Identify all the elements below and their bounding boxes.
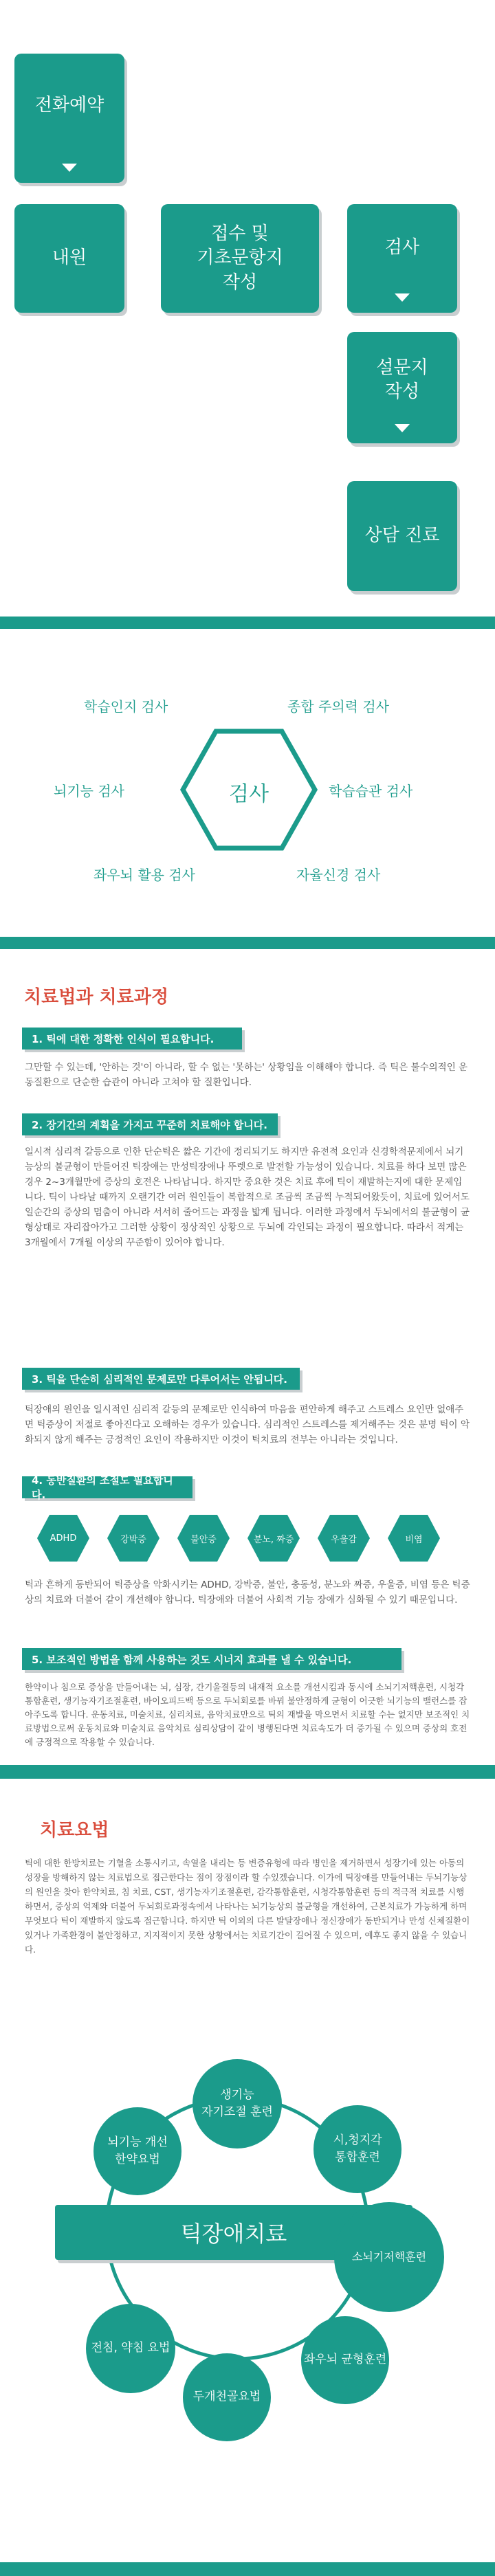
hex-anxiety-label: 불안증 xyxy=(190,1534,217,1545)
hex-anger xyxy=(246,1511,301,1566)
reservation-label: 전화예약 xyxy=(34,95,104,116)
method-acupuncture: 전침, 약침 요법 xyxy=(86,2304,175,2393)
divider-band xyxy=(0,937,495,949)
section5-header: 5. 보조적인 방법을 함께 사용하는 것도 시너지 효과를 낼 수 있습니다. xyxy=(22,1648,402,1670)
visit-label: 내원 xyxy=(52,247,87,269)
down-arrow-icon xyxy=(395,293,410,302)
survey-label: 설문지 작성 xyxy=(376,357,428,402)
exam-hex-center: 검사 xyxy=(229,782,269,806)
method-cerebellum: 소뇌기저핵훈련 xyxy=(334,2202,444,2312)
hex-ocd xyxy=(106,1511,161,1566)
hex-depression-label: 우울감 xyxy=(331,1534,357,1545)
hex-anxiety xyxy=(176,1511,231,1566)
section3-text: 틱장애의 원인을 일시적인 심리적 갈등의 문제로만 인식하여 마음을 편안하게 해주고 스트레스 요인만 없애주면 틱증상이 저절로 좋아진다고 오해하는 경우가 있습니다. 심리적인 스트레스를 제거해주는 것은 분명 틱이 악화되지 않게 해주는 긍정적인 요인이 작용하지만 이것이 틱치료의 전부는 아니라는 것입니다. xyxy=(25,1404,470,1445)
down-arrow-icon xyxy=(62,164,77,172)
section4-text: 틱과 흔하게 동반되어 틱증상을 악화시키는 ADHD, 강박증, 불안, 충동성, 분노와 짜증, 우울증, 비염 등은 틱증상의 치료와 더불어 같이 개선해야 합니다. 틱장애와 더불어 사회적 기능 장애가 심화될 수 있기 때문입니다. xyxy=(25,1579,470,1606)
hex-anger-label: 분노, 짜증 xyxy=(253,1534,294,1545)
section2-text: 일시적 심리적 갈등으로 인한 단순틱은 짧은 기간에 정리되기도 하지만 유전적 요인과 신경학적문제에서 뇌기능상의 불균형이 만들어진 틱장애는 만성틱장애나 뚜렛으로 발전할 가능성이 있습니다. 치료를 하다 보면 많은 경우 2~3개월만에 증상의 호전은 나타납니다. 하지만 중요한 것은 치료 후에 틱이 재발하는지에 대한 문제입니다. 틱이 나타날 때까지 오랜기간 여러 원인들이 복합적으로 조금씩 조금씩 누적되어왔듯이, 치료에 있어서도 일순간의 증상의 멈춤이 아니라 서서히 줄어드는 과정을 밟게 됩니다. 이러한 과정에서 두뇌에서의 불균형이 균형상태로 자리잡아가고 그러한 상황이 정상적인 상황으로 두뇌에 각인되는 과정이 필요합니다. 따라서 적게는 3개월에서 7개월 이상의 꾸준함이 있어야 합니다. xyxy=(25,1146,470,1248)
hex-rhinitis-label: 비염 xyxy=(405,1534,423,1545)
section2-header: 2. 장기간의 계획을 가지고 꾸준히 치료해야 합니다. xyxy=(22,1113,278,1135)
divider-band xyxy=(0,1765,495,1779)
hex-rhinitis xyxy=(386,1511,441,1566)
hex-adhd xyxy=(36,1511,91,1566)
method-audiovisual: 시,청지각 통합훈련 xyxy=(314,2105,402,2193)
hex-ocd-label: 강박증 xyxy=(120,1534,146,1545)
section4-header: 4. 동반질환의 조절도 필요합니다. xyxy=(22,1476,192,1498)
reception-step xyxy=(161,204,319,313)
method-biofeedback: 생기능 자기조절 훈련 xyxy=(192,2059,282,2148)
method-left-right-brain: 좌우뇌 균형훈련 xyxy=(301,2316,389,2404)
reception-label: 접수 및 기초문항지 작성 xyxy=(197,223,283,293)
hex-brain-function: 뇌기능 검사 xyxy=(54,783,124,799)
down-arrow-icon xyxy=(395,424,410,432)
visit-step xyxy=(14,204,124,313)
hex-adhd-label: ADHD xyxy=(50,1533,77,1544)
hex-left-right-brain: 좌우뇌 활용 검사 xyxy=(94,867,195,883)
method-craniosacral: 두개천골요법 xyxy=(183,2353,271,2441)
hex-learning-cognition: 학습인지 검사 xyxy=(84,698,168,715)
footer-band xyxy=(0,2562,495,2576)
tic-therapy-title: 치료요법 xyxy=(40,1820,109,1841)
hex-depression xyxy=(316,1511,371,1566)
hex-autonomic: 자율신경 검사 xyxy=(296,867,381,883)
section1-header: 1. 틱에 대한 정확한 인식이 필요합니다. xyxy=(22,1028,242,1050)
hex-learning-habit: 학습습관 검사 xyxy=(329,783,413,799)
tic-therapy-text: 틱에 대한 한방치료는 기혈을 소통시키고, 속열을 내리는 등 변증유형에 따라 병인을 제거하면서 성장기에 있는 아동의 성장을 방해하지 않는 치료법으로 접근한다는 점이 장점이라 할 수있겠습니다. 이가에 틱장애를 만들어내는 두뇌기능상의 원인을 찾아 한약치료, 침 치료, CST, 생기능자기조절훈련, 감각통합훈련, 시청각통합훈련 등의 적극적 치료를 시행하면서, 증상의 억제와 더불어 두뇌회로과정속에서 나타나는 뇌기능상의 불균형을 개선하여, 근본치료가 가능하게 하며 무엇보다 틱이 재발하지 않도록 접근합니다. 하지만 틱 이외의 다른 발달장애나 정신장애가 동반되거나 만성 신체질환이 있거나 가족환경이 불안정하고, 지지적이지 못한 상황에서는 치료기간이 길어질 수 있으며, 예후도 좋지 않을 수 있습니다. xyxy=(25,1858,470,1955)
exam-step xyxy=(347,204,457,313)
section5-text: 한약이나 침으로 증상을 만들어내는 뇌, 심장, 간기울결등의 내재적 요소를 개선시킴과 동시에 소뇌기저핵훈련, 시청각통합훈련, 생기능자기조절훈련, 바이오피드백 등으로 두뇌회로를 바꿔 불안정하게 균형이 어긋한 뇌기능의 밸런스를 잡아주도록 합니다. 운동치료, 미술치료, 심리치료, 음악치료만으로 틱의 재발을 막으면서 치료할 수는 없지만 보조적인 치료방법으로써 운동치료와 미술치료 음악치료 심리상담이 같이 병행된다면 치료속도가 더 증가될 수 있으며 증상의 호전에 긍정적으로 작용할 수 있습니다. xyxy=(25,1682,470,1747)
section3-header: 3. 틱을 단순히 심리적인 문제로만 다루어서는 안됩니다. xyxy=(22,1368,300,1390)
hex-attention: 종합 주의력 검사 xyxy=(287,698,389,715)
divider-band xyxy=(0,617,495,629)
exam-label: 검사 xyxy=(384,237,420,258)
treatment-process-title: 치료법과 치료과정 xyxy=(24,987,168,1008)
reservation-step xyxy=(14,54,124,183)
method-herbal: 뇌기능 개선 한약요법 xyxy=(94,2107,182,2195)
therapy-center-label: 틱장애치료 xyxy=(180,2221,287,2247)
survey-step xyxy=(347,332,457,443)
section1-text: 그만할 수 있는데, '안하는 것'이 아니라, 할 수 없는 '못하는' 상황임을 이해해야 합니다. 즉 틱은 불수의적인 운동질환으로 단순한 습관이 아니라 고쳐야 할 질환입니다. xyxy=(25,1062,468,1088)
consult-step xyxy=(347,481,457,591)
consult-label: 상담 진료 xyxy=(364,525,440,546)
